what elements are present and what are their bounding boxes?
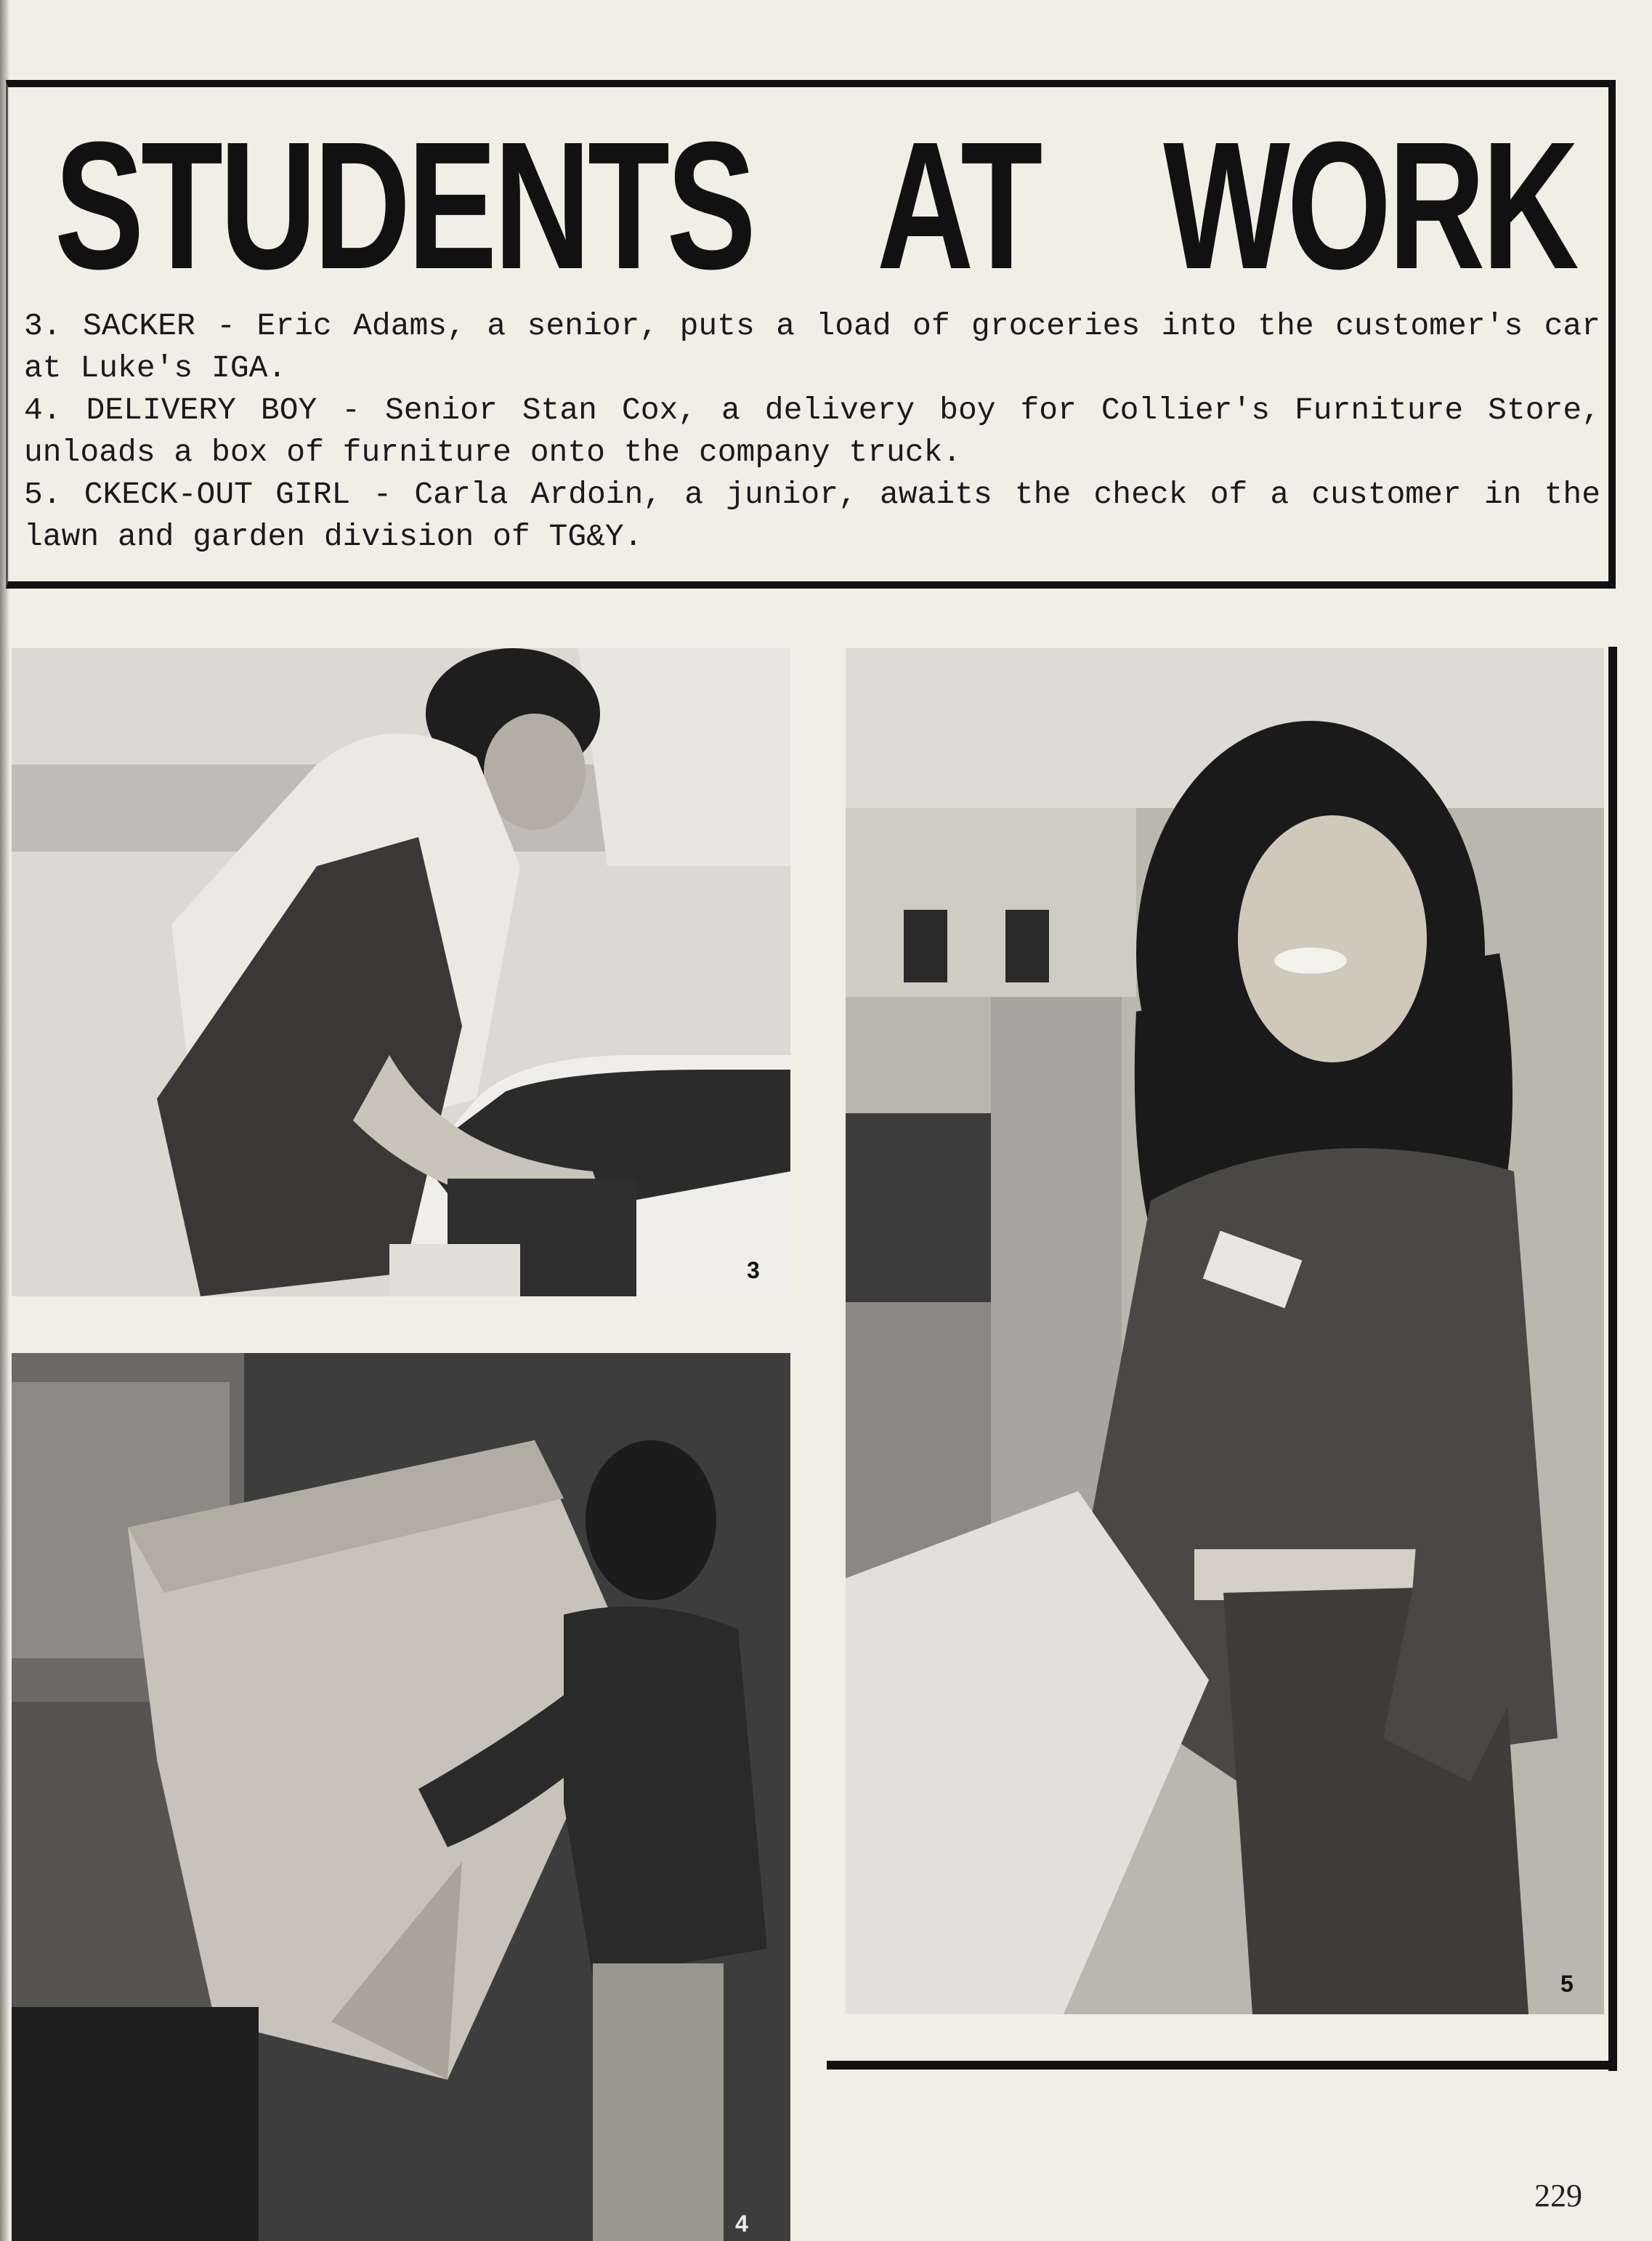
page-number: 229	[1534, 2178, 1582, 2213]
layout-rule-horizontal	[827, 2061, 1617, 2070]
layout-rule-vertical	[1608, 647, 1617, 2071]
photo-number-5: 5	[1560, 1971, 1574, 1997]
photo-checkout-image	[846, 648, 1604, 2014]
caption-4: 4. DELIVERY BOY - Senior Stan Cox, a delivery boy for Collier's Furniture Store, unloads a box of furniture onto the company truck.	[24, 392, 1600, 470]
page-title	[54, 104, 1576, 307]
photo-delivery-boy	[12, 1353, 790, 2241]
photo-delivery-image	[12, 1353, 790, 2241]
title-word-work: WORK	[1163, 104, 1576, 307]
caption-5: 5. CKECK-OUT GIRL - Carla Ardoin, a junior, awaits the check of a customer in the lawn and garden division of TG&Y.	[24, 477, 1600, 554]
title-word-at: AT	[876, 104, 1040, 307]
photo-sacker-image	[12, 648, 790, 1296]
photo-number-3: 3	[747, 1257, 760, 1283]
headline-box	[6, 80, 1616, 589]
caption-block	[24, 305, 1600, 558]
photo-number-4: 4	[735, 2210, 748, 2237]
caption-3: 3. SACKER - Eric Adams, a senior, puts a load of groceries into the customer's car at Luke's IGA.	[24, 308, 1600, 386]
title-word-students: STUDENTS	[54, 104, 753, 307]
photo-checkout-girl	[846, 648, 1604, 2014]
photo-sacker	[12, 648, 790, 1296]
